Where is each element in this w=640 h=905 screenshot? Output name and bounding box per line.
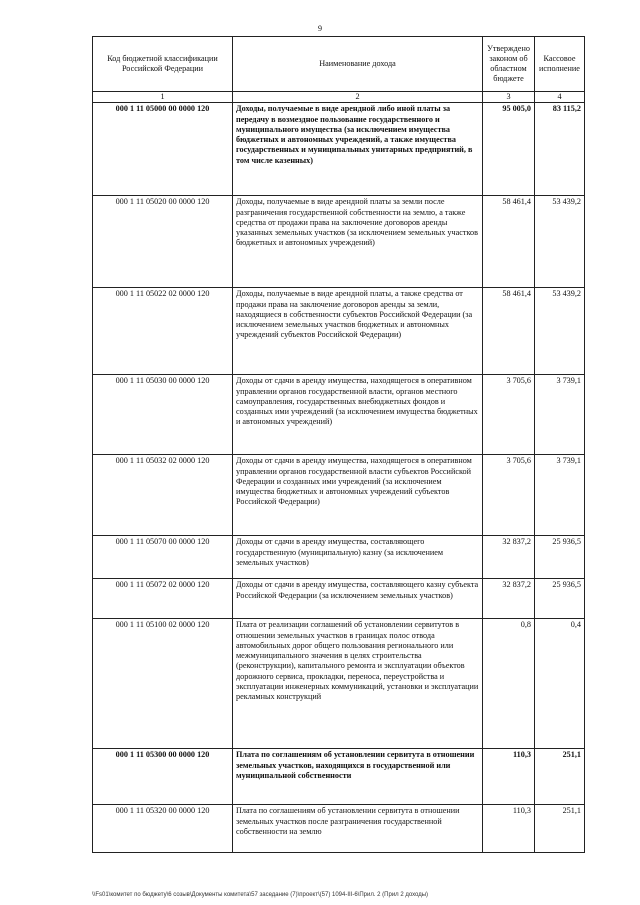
row-name: Доходы, получаемые в виде арендной платы за земли после разграничения государственной собственности на землю, а также средства от продажи права на заключение договоров аренды указанных земельных участков (за исключением земельных участков бюджетных и автономных учреждений) [233, 196, 483, 288]
column-number: 1 [93, 92, 233, 103]
row-cash: 53 439,2 [535, 196, 585, 288]
table-row [93, 579, 585, 619]
header-cash: Кассовое исполнение [535, 37, 585, 92]
row-cash: 25 936,5 [535, 579, 585, 619]
row-code: 000 1 11 05032 02 0000 120 [93, 455, 233, 536]
row-approved: 110,3 [483, 805, 535, 853]
table-row [93, 196, 585, 288]
table-row [93, 619, 585, 749]
table-row [93, 103, 585, 196]
header-approved: Утверждено законом об областном бюджете [483, 37, 535, 92]
row-name: Доходы от сдачи в аренду имущества, находящегося в оперативном управлении органов государственной власти, органов местного самоуправления, государственных внебюджетных фондов и созданных ими учреждений (за исключением имущества бюджетных и автономных учреждений) [233, 375, 483, 455]
table-row [93, 455, 585, 536]
table-row [93, 288, 585, 375]
row-code: 000 1 11 05070 00 0000 120 [93, 536, 233, 579]
table-header-row [93, 37, 585, 92]
row-cash: 83 115,2 [535, 103, 585, 196]
row-approved: 58 461,4 [483, 288, 535, 375]
column-number: 2 [233, 92, 483, 103]
row-approved: 58 461,4 [483, 196, 535, 288]
row-approved: 3 705,6 [483, 455, 535, 536]
row-approved: 95 005,0 [483, 103, 535, 196]
row-name: Плата от реализации соглашений об установлении сервитутов в отношении земельных участков в границах полос отвода автомобильных дорог общего пользования регионального или межмуниципального значения в целях строительства (реконструкции), капитального ремонта и эксплуатации объектов дорожного сервиса, прокладки, переноса, переустройства и эксплуатации инженерных коммуникаций, установки и эксплуатации рекламных конструкций [233, 619, 483, 749]
row-code: 000 1 11 05072 02 0000 120 [93, 579, 233, 619]
column-number-row [93, 92, 585, 103]
row-cash: 3 739,1 [535, 455, 585, 536]
row-cash: 25 936,5 [535, 536, 585, 579]
row-cash: 251,1 [535, 805, 585, 853]
row-cash: 251,1 [535, 749, 585, 805]
row-name: Доходы от сдачи в аренду имущества, находящегося в оперативном управлении органов государственной власти субъектов Российской Федерации и созданных ими учреждений (за исключением имущества бюджетных и автономных учреждений субъектов Российской Федерации) [233, 455, 483, 536]
table-row [93, 749, 585, 805]
table-row [93, 375, 585, 455]
row-approved: 32 837,2 [483, 536, 535, 579]
row-name: Плата по соглашениям об установлении сервитута в отношении земельных участков после разграничения государственной собственности на землю [233, 805, 483, 853]
page-number: 9 [318, 24, 322, 33]
row-code: 000 1 11 05022 02 0000 120 [93, 288, 233, 375]
row-approved: 110,3 [483, 749, 535, 805]
column-number: 3 [483, 92, 535, 103]
header-code: Код бюджетной классификации Российской Федерации [93, 37, 233, 92]
table-row [93, 536, 585, 579]
row-cash: 0,4 [535, 619, 585, 749]
row-name: Плата по соглашениям об установлении сервитута в отношении земельных участков, находящихся в государственной или муниципальной собственности [233, 749, 483, 805]
row-cash: 3 739,1 [535, 375, 585, 455]
row-name: Доходы от сдачи в аренду имущества, составляющего казну субъекта Российской Федерации (за исключением земельных участков) [233, 579, 483, 619]
budget-table [92, 36, 585, 853]
column-number: 4 [535, 92, 585, 103]
row-code: 000 1 11 05020 00 0000 120 [93, 196, 233, 288]
footer-file-path: \\Fs01\комитет по бюджету\6 созыв\Документы комитета\57 заседание (7)\проект\(57) 1094-III-6\Прил. 2 (Прил 2 доходы) [92, 892, 429, 898]
row-cash: 53 439,2 [535, 288, 585, 375]
row-approved: 0,8 [483, 619, 535, 749]
row-code: 000 1 11 05300 00 0000 120 [93, 749, 233, 805]
row-name: Доходы, получаемые в виде арендной платы, а также средства от продажи права на заключение договоров аренды за земли, находящиеся в собственности субъектов Российской Федерации (за исключением земельных участков бюджетных и автономных учреждений субъектов Российской Федерации) [233, 288, 483, 375]
row-name: Доходы от сдачи в аренду имущества, составляющего государственную (муниципальную) казну (за исключением земельных участков) [233, 536, 483, 579]
row-code: 000 1 11 05100 02 0000 120 [93, 619, 233, 749]
row-name: Доходы, получаемые в виде арендной либо иной платы за передачу в возмездное пользование государственного и муниципального имущества (за исключением имущества бюджетных и автономных учреждений, а также имущества государственных и муниципальных унитарных предприятий, в том числе казенных) [233, 103, 483, 196]
table-row [93, 805, 585, 853]
row-approved: 32 837,2 [483, 579, 535, 619]
row-code: 000 1 11 05030 00 0000 120 [93, 375, 233, 455]
row-code: 000 1 11 05000 00 0000 120 [93, 103, 233, 196]
row-approved: 3 705,6 [483, 375, 535, 455]
row-code: 000 1 11 05320 00 0000 120 [93, 805, 233, 853]
header-name: Наименование дохода [233, 37, 483, 92]
